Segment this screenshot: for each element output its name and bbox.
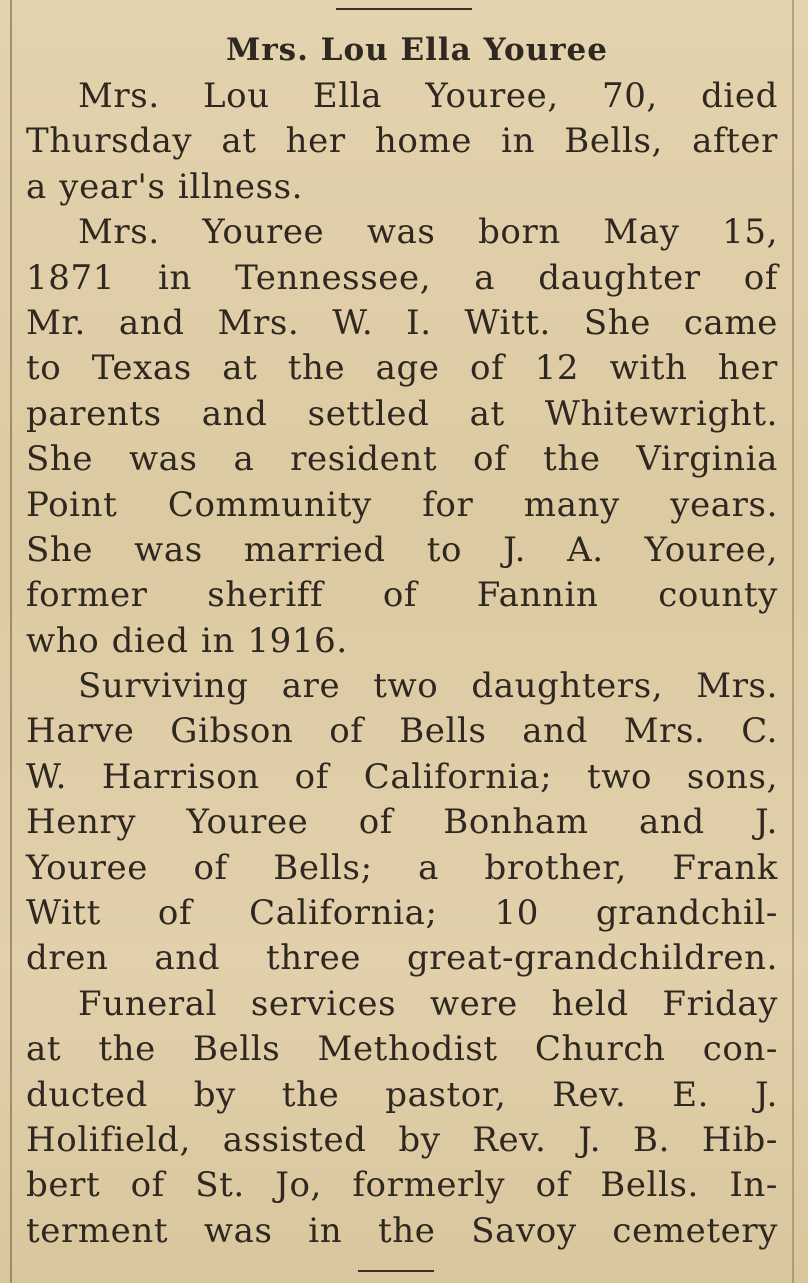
text-line: She was married to J. A. Youree, [26,529,778,570]
text-line: dren and three great-grandchildren. [26,938,778,979]
text-line: parents and settled at Whitewright. [26,393,778,434]
column-edge-right [792,0,794,1283]
text-line: 1871 in Tennessee, a daughter of [26,257,778,298]
text-line: Point Community for many years. [26,484,778,525]
text-line: Thursday at her home in Bells, after [26,121,778,162]
column-edge-left [10,0,12,1283]
bottom-rule [358,1270,434,1272]
text-line: Harve Gibson of Bells and Mrs. C. [26,711,778,752]
text-line: Mr. and Mrs. W. I. Witt. She came [26,302,778,343]
text-line: Witt of California; 10 grandchil- [26,893,778,934]
text-line: bert of St. Jo, formerly of Bells. In- [26,1165,778,1206]
text-line: Holifield, assisted by Rev. J. B. Hib- [26,1119,778,1160]
text-line: She was a resident of the Virginia [26,439,778,480]
headline: Mrs. Lou Ella Youree [226,32,608,68]
text-line: to Texas at the age of 12 with her [26,348,778,389]
text-line: Surviving are two daughters, Mrs. [78,666,778,707]
text-line: at the Bells Methodist Church con- [26,1029,778,1070]
text-line: terment was in the Savoy cemetery [26,1210,778,1251]
text-line: former sheriff of Fannin county [26,575,778,616]
text-line: ducted by the pastor, Rev. E. J. [26,1074,778,1115]
text-line: Mrs. Lou Ella Youree, 70, died [78,76,778,116]
text-line: Funeral services were held Friday [78,983,778,1024]
text-line: W. Harrison of California; two sons, [26,756,778,797]
text-line: who died in 1916. [26,620,348,661]
top-rule [336,8,472,10]
text-line: Henry Youree of Bonham and J. [26,802,778,843]
obituary-article [26,26,778,1254]
text-line: a year's illness. [26,166,304,207]
text-line: Mrs. Youree was born May 15, [78,212,778,253]
text-line: Youree of Bells; a brother, Frank [26,847,778,888]
article-body [26,74,778,1254]
